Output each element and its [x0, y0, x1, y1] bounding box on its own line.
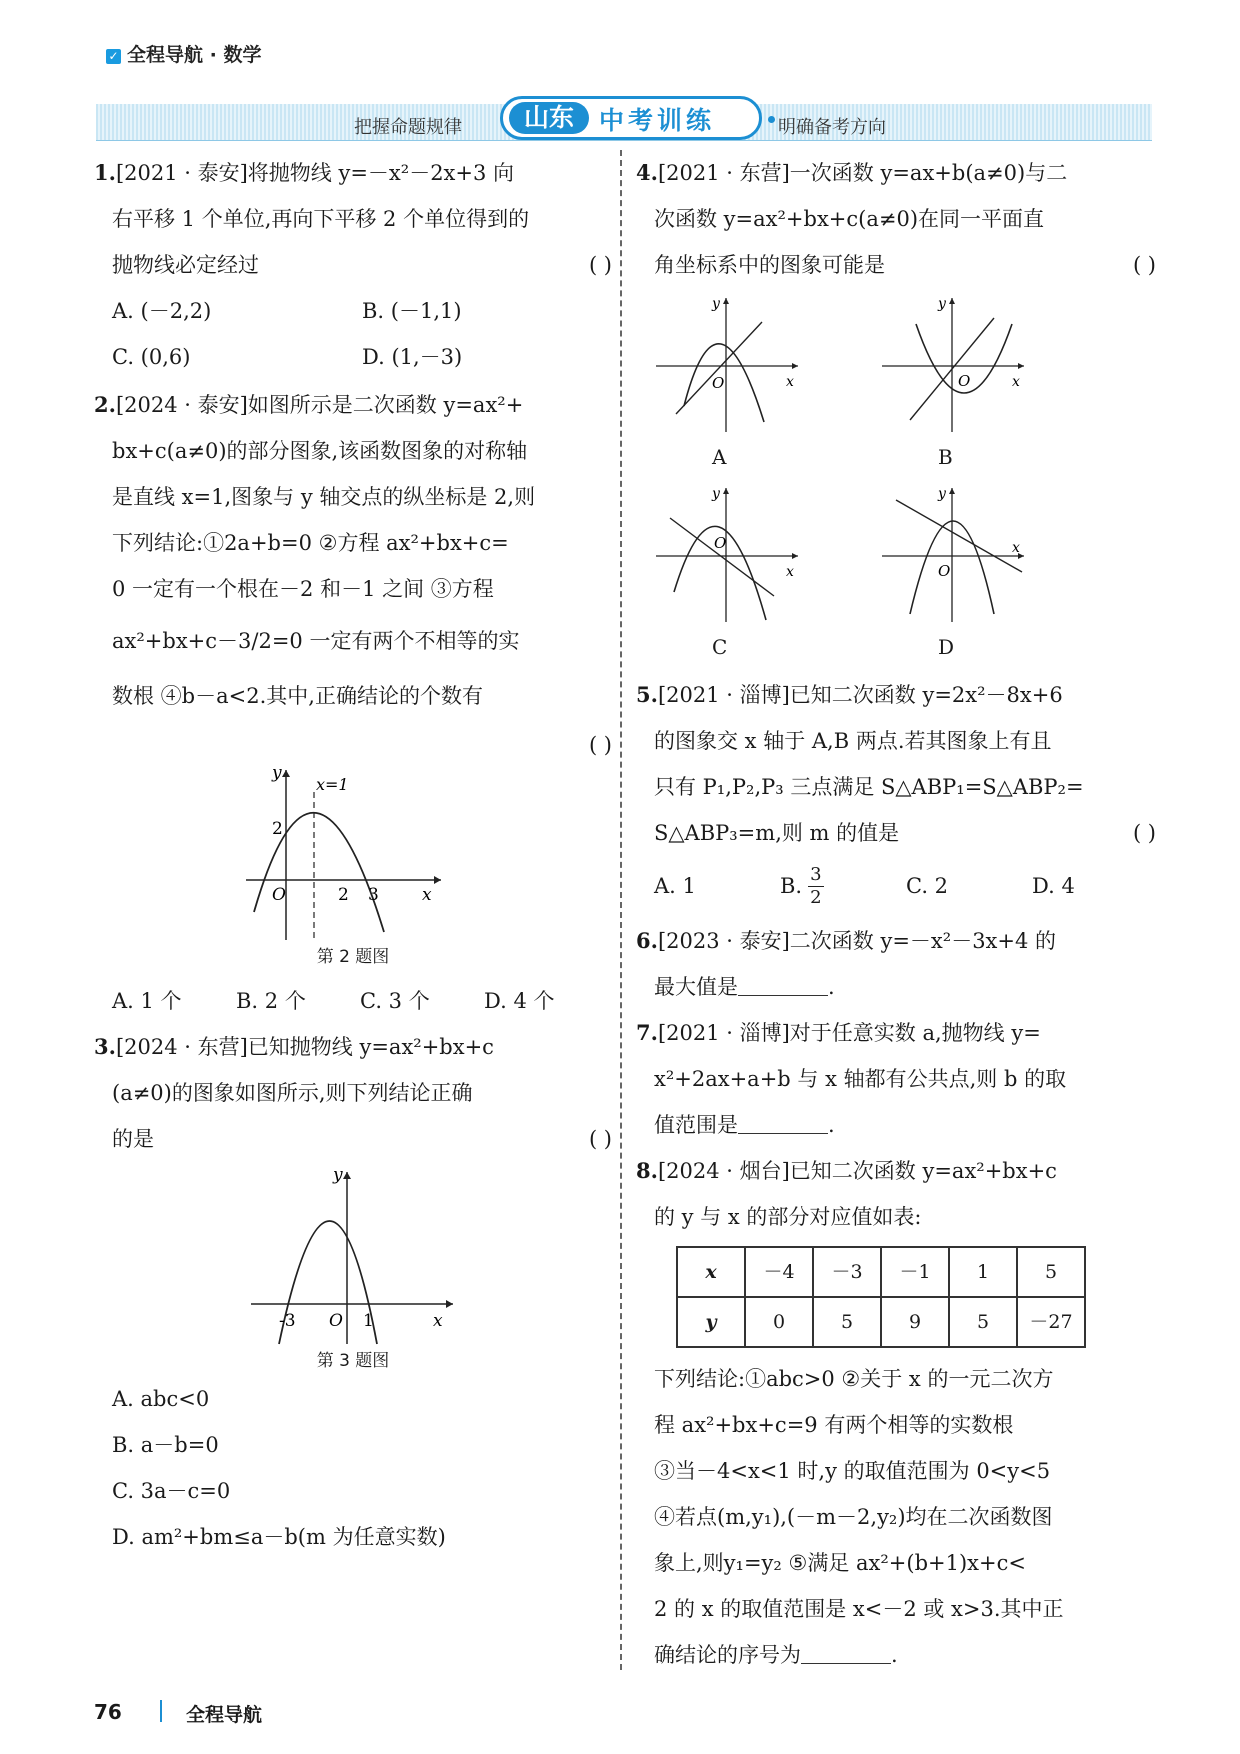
tick-1-label: 1 — [363, 1311, 374, 1331]
tick-2-label: 2 — [338, 885, 350, 905]
origin-label: O — [958, 372, 971, 390]
question-1 — [94, 150, 612, 380]
axis-label: x=1 — [316, 775, 350, 794]
column-divider — [620, 150, 622, 1670]
fraction-numerator: 3 — [810, 863, 822, 885]
question-text: ④若点(m,y₁),(－m－2,y₂)均在二次函数图 — [654, 1505, 1053, 1529]
question-text: [2024 · 烟台]已知二次函数 y=ax²+bx+c — [657, 1159, 1057, 1183]
origin-label: O — [712, 374, 725, 392]
y-label: y — [333, 1166, 343, 1185]
option-b: B. 2 个 — [236, 989, 306, 1013]
right-column — [636, 150, 1156, 1678]
table-cell: 0 — [745, 1297, 813, 1347]
question-text: bx+c(a≠0)的部分图象,该函数图象的对称轴 — [112, 439, 528, 463]
option-a: A. (－2,2) — [112, 299, 212, 323]
checkbox-icon: ✓ — [106, 49, 121, 64]
line — [670, 518, 774, 596]
option-b: B. a－b=0 — [112, 1433, 219, 1457]
y-label: y — [712, 296, 720, 312]
banner-left-note: 把握命题规律 — [354, 117, 462, 138]
y-intercept-label: 2 — [272, 819, 284, 839]
fraction — [808, 864, 823, 909]
page-number: 76 — [94, 1700, 122, 1724]
table-cell: x — [677, 1247, 745, 1297]
question-text: [2021 · 东营]一次函数 y=ax+b(a≠0)与二 — [657, 161, 1068, 185]
question-number: 3. — [94, 1034, 116, 1059]
y-label: y — [938, 486, 946, 502]
x-label: x — [786, 564, 794, 580]
table-cell: 1 — [949, 1247, 1017, 1297]
question-text: S△ABP₃=m,则 m 的值是 — [654, 821, 900, 845]
option-b-prefix: B. — [780, 874, 803, 898]
q3-graph — [243, 1166, 463, 1346]
question-text: 下列结论:①2a+b=0 ②方程 ax²+bx+c= — [112, 531, 509, 555]
table-cell: －3 — [813, 1247, 881, 1297]
graph-option-b — [882, 294, 1032, 434]
question-6 — [636, 918, 1156, 1010]
question-number: 1. — [94, 160, 116, 185]
option-d: D. 4 — [1032, 874, 1075, 898]
question-text: 最大值是 — [654, 975, 738, 999]
question-3 — [94, 1024, 612, 1560]
question-2 — [94, 382, 612, 1024]
x-label: x — [1012, 540, 1020, 556]
table-cell: y — [677, 1297, 745, 1347]
question-4 — [636, 150, 1156, 668]
question-number: 4. — [636, 160, 658, 185]
graph-label-b: B — [938, 445, 953, 469]
tick-3-label: 3 — [368, 885, 380, 905]
question-text: 数根 ④b－a<2.其中,正确结论的个数有 — [112, 684, 483, 708]
answer-paren: ( ) — [588, 1127, 612, 1151]
question-text: 程 ax²+bx+c=9 有两个相等的实数根 — [654, 1413, 1014, 1437]
x-label: x — [433, 1311, 443, 1331]
question-text: 值范围是 — [654, 1113, 738, 1137]
answer-paren: ( ) — [588, 733, 612, 757]
option-c: C. (0,6) — [112, 345, 191, 369]
fraction-denominator: 2 — [810, 886, 822, 908]
graph-option-c — [656, 484, 806, 624]
question-text: 2 的 x 的取值范围是 x<－2 或 x>3.其中正 — [654, 1597, 1064, 1621]
question-8 — [636, 1148, 1156, 1678]
answer-blank[interactable] — [738, 975, 828, 996]
footer-divider — [160, 1700, 162, 1722]
tick-neg3-label: -3 — [279, 1311, 296, 1331]
question-text: (a≠0)的图象如图所示,则下列结论正确 — [112, 1081, 473, 1105]
question-text: [2021 · 淄博]已知二次函数 y=2x²－8x+6 — [657, 683, 1063, 707]
question-number: 5. — [636, 682, 658, 707]
option-a: A. 1 — [654, 874, 696, 898]
x-axis-arrow — [434, 876, 441, 884]
option-a: A. 1 个 — [112, 989, 182, 1013]
banner-right-note: 明确备考方向 — [778, 117, 886, 138]
figure-caption: 第 2 题图 — [316, 947, 390, 967]
option-c: C. 3a－c=0 — [112, 1479, 231, 1503]
question-7 — [636, 1010, 1156, 1148]
header-title-text: 全程导航 · 数学 — [127, 44, 262, 66]
table-row — [677, 1247, 1085, 1297]
x-label: x — [422, 885, 433, 905]
y-label: y — [272, 763, 283, 783]
question-text: [2024 · 东营]已知抛物线 y=ax²+bx+c — [115, 1035, 494, 1059]
figure-caption: 第 3 题图 — [316, 1351, 390, 1371]
period: . — [891, 1643, 898, 1667]
question-text: 的是 — [112, 1127, 154, 1151]
y-label: y — [712, 486, 720, 502]
option-b — [780, 864, 906, 909]
table-cell: 5 — [813, 1297, 881, 1347]
graph-option-a — [656, 294, 806, 434]
table-cell: 9 — [881, 1297, 949, 1347]
line — [676, 322, 762, 414]
q2-graph — [236, 762, 446, 942]
question-text: 右平移 1 个单位,再向下平移 2 个单位得到的 — [112, 207, 530, 231]
footer-label: 全程导航 — [186, 1704, 263, 1726]
section-banner — [96, 104, 1152, 141]
y-label: y — [938, 296, 946, 312]
value-table — [676, 1246, 1086, 1348]
x-axis-arrow — [446, 1300, 453, 1308]
question-text: 0 一定有一个根在－2 和－1 之间 ③方程 — [112, 577, 494, 601]
origin-label: O — [329, 1311, 343, 1331]
option-c: C. 2 — [906, 874, 949, 898]
table-cell: －27 — [1017, 1297, 1085, 1347]
graph-label-c: C — [712, 635, 728, 659]
question-text: 确结论的序号为 — [654, 1643, 801, 1667]
banner-tag-region: 山东 — [509, 102, 589, 134]
question-number: 6. — [636, 928, 658, 953]
option-d: D. 4 个 — [484, 989, 555, 1013]
origin-label: O — [272, 885, 287, 905]
question-text: x²+2ax+a+b 与 x 轴都有公共点,则 b 的取 — [654, 1067, 1067, 1091]
answer-blank[interactable] — [801, 1643, 891, 1664]
q4-graph-grid — [636, 288, 1156, 668]
answer-blank[interactable] — [738, 1113, 828, 1134]
question-number: 2. — [94, 392, 116, 417]
question-text: 只有 P₁,P₂,P₃ 三点满足 S△ABP₁=S△ABP₂= — [654, 775, 1084, 799]
option-a: A. abc<0 — [112, 1387, 210, 1411]
question-text: 角坐标系中的图象可能是 — [654, 253, 885, 277]
answer-paren: ( ) — [588, 253, 612, 277]
option-b: B. (－1,1) — [362, 299, 462, 323]
banner-pill — [500, 96, 762, 140]
question-text: 是直线 x=1,图象与 y 轴交点的纵坐标是 2,则 — [112, 485, 536, 509]
banner-dot — [768, 116, 775, 123]
x-label: x — [1012, 374, 1020, 390]
question-text: [2023 · 泰安]二次函数 y=－x²－3x+4 的 — [657, 929, 1057, 953]
graph-label-a: A — [712, 445, 727, 469]
table-cell: 5 — [1017, 1247, 1085, 1297]
table-cell: 5 — [949, 1297, 1017, 1347]
table-cell: －4 — [745, 1247, 813, 1297]
question-text: 的图象交 x 轴于 A,B 两点.若其图象上有且 — [654, 729, 1052, 753]
question-text: 抛物线必定经过 — [112, 253, 259, 277]
question-text: 次函数 y=ax²+bx+c(a≠0)在同一平面直 — [654, 207, 1045, 231]
y-axis-arrow — [343, 1172, 351, 1179]
question-text: 的 y 与 x 的部分对应值如表: — [654, 1205, 922, 1229]
graph-label-d: D — [938, 635, 955, 659]
question-5 — [636, 672, 1156, 916]
answer-paren: ( ) — [1132, 253, 1156, 277]
line — [896, 500, 1022, 572]
question-number: 7. — [636, 1020, 658, 1045]
graph-option-d — [882, 484, 1032, 624]
y-axis-arrow — [282, 770, 290, 777]
question-number: 8. — [636, 1158, 658, 1183]
option-c: C. 3 个 — [360, 989, 430, 1013]
period: . — [828, 975, 835, 999]
origin-label: O — [938, 562, 951, 580]
table-cell: －1 — [881, 1247, 949, 1297]
x-label: x — [786, 374, 794, 390]
question-text: ③当－4<x<1 时,y 的取值范围为 0<y<5 — [654, 1459, 1051, 1483]
answer-paren: ( ) — [1132, 821, 1156, 845]
question-text: [2021 · 淄博]对于任意实数 a,抛物线 y= — [657, 1021, 1041, 1045]
question-text: 下列结论:①abc>0 ②关于 x 的一元二次方 — [654, 1367, 1054, 1391]
banner-tag-title: 中考训练 — [599, 106, 716, 135]
option-d: D. am²+bm≤a－b(m 为任意实数) — [112, 1525, 446, 1549]
period: . — [828, 1113, 835, 1137]
table-row — [677, 1297, 1085, 1347]
left-column — [94, 150, 612, 1560]
origin-label: O — [714, 534, 727, 552]
header-title — [106, 40, 261, 67]
question-text: 象上,则y₁=y₂ ⑤满足 ax²+(b+1)x+c< — [654, 1551, 1026, 1575]
question-text: ax²+bx+c－3/2=0 一定有两个不相等的实 — [112, 629, 520, 653]
question-text: [2024 · 泰安]如图所示是二次函数 y=ax²+ — [115, 393, 524, 417]
question-text: [2021 · 泰安]将抛物线 y=－x²－2x+3 向 — [115, 161, 515, 185]
option-d: D. (1,－3) — [362, 345, 463, 369]
